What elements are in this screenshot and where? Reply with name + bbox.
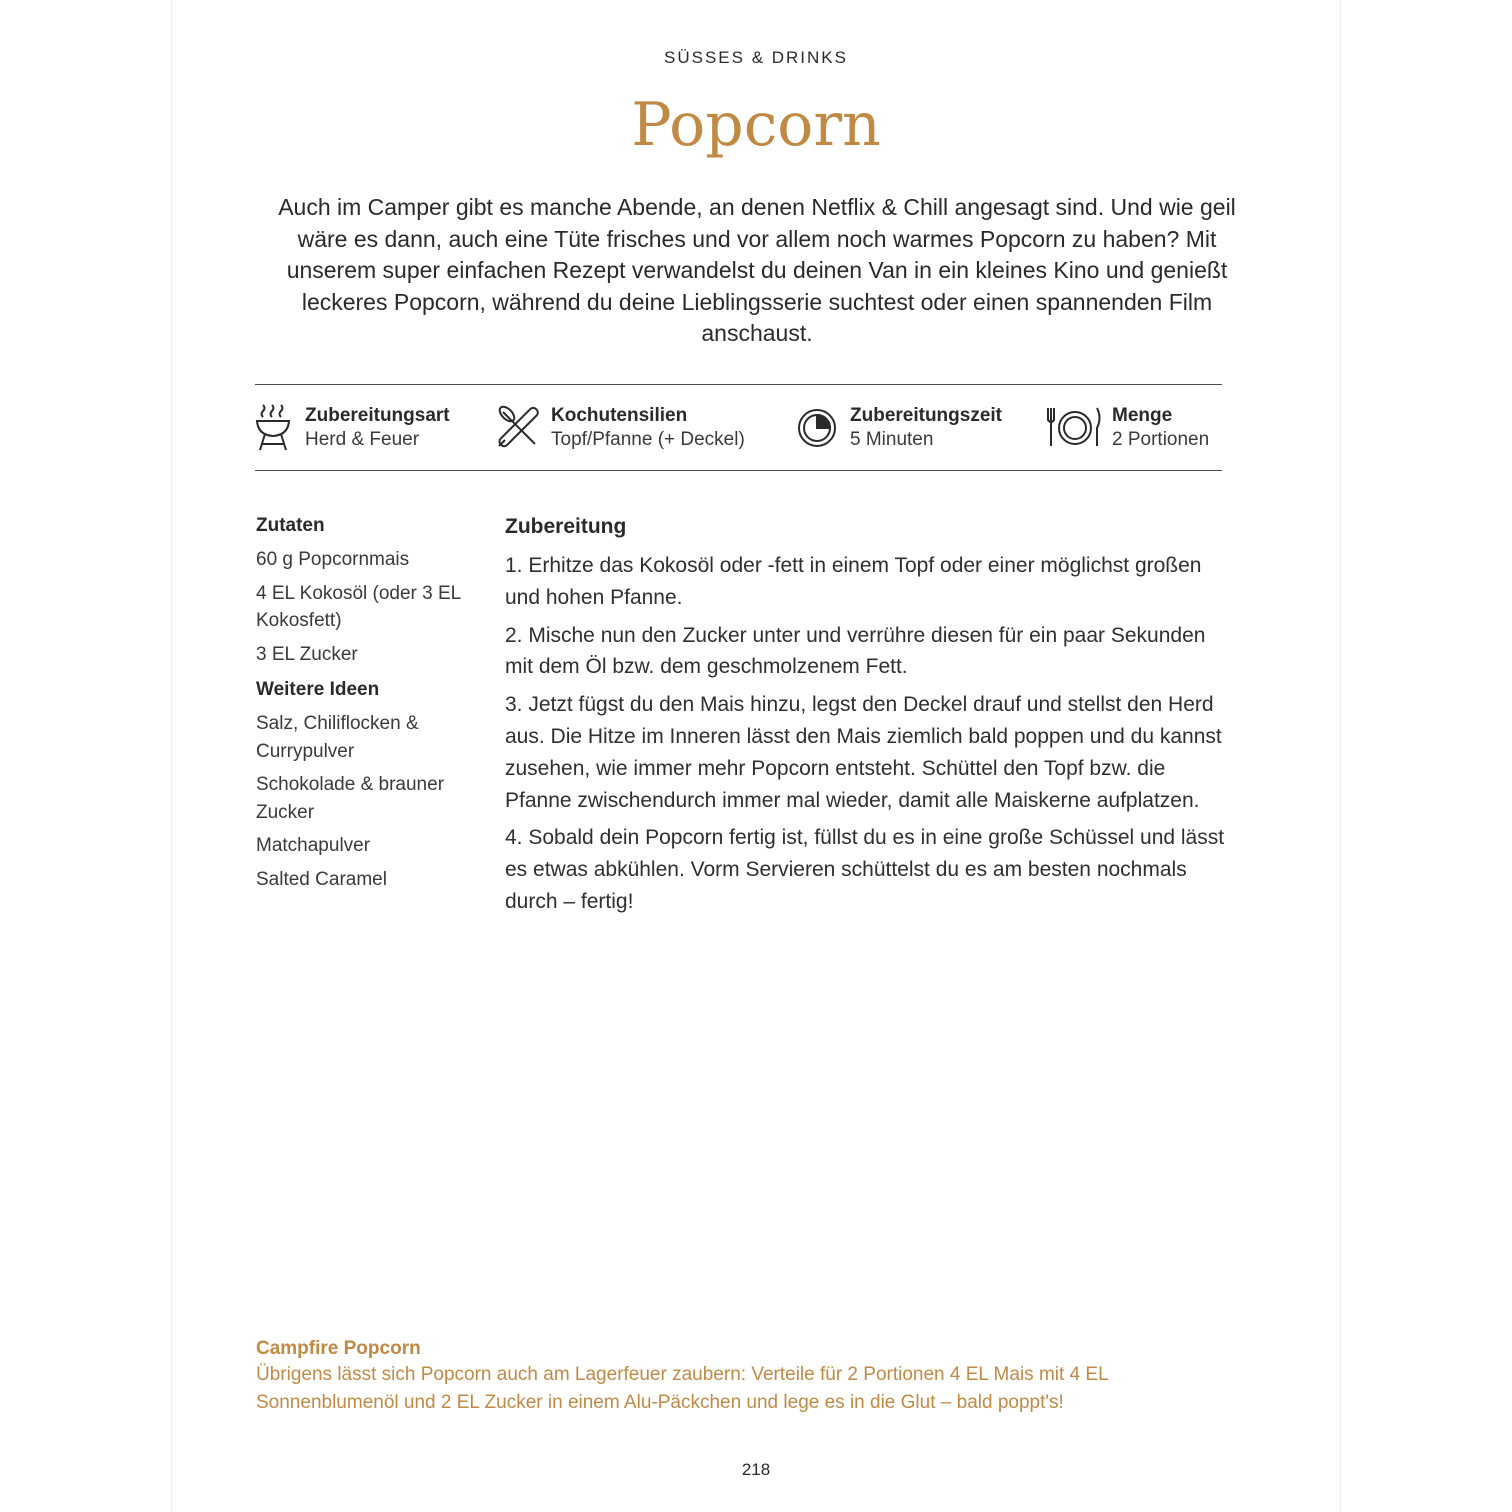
idea-item: Schokolade & brauner Zucker (256, 774, 445, 823)
page-title: Popcorn (631, 90, 881, 160)
idea-item: Salted Caramel (256, 868, 387, 890)
tip-heading: Campfire Popcorn (256, 1338, 421, 1359)
grill-icon (255, 402, 291, 457)
intro-paragraph: Auch im Camper gibt es manche Abende, an denen Netflix & Chill angesagt sind. Und wie geil wäre es dann, auch eine Tüte frisches und vor allem noch warmes Popcorn zu haben? Mit unserem super einfachen Rezept verwandelst du deinen Van in ein kleines Kino und genießt leckeres Popcorn, während du deine Lieblingsserie suchtest oder einen spannenden Film anschaust. (278, 194, 1236, 346)
preparation-step: 4. Sobald dein Popcorn fertig ist, füllst du es in eine große Schüssel und lässt es etwas abkühlen. Vorm Servieren schüttelst du es am besten nochmals durch – fertig! (505, 826, 1225, 913)
meta-label: Menge (1112, 405, 1173, 426)
ingredient-item: 4 EL Kokosöl (oder 3 EL Kokosfett) (256, 582, 461, 631)
ingredient-item: 60 g Popcornmais (256, 549, 410, 570)
meta-preparation-time (796, 402, 1026, 454)
ingredient-item: 3 EL Zucker (256, 643, 358, 665)
ingredients-column (256, 514, 486, 899)
meta-value: 2 Portionen (1112, 429, 1210, 450)
meta-value: Topf/Pfanne (+ Deckel) (551, 429, 745, 450)
ideas-list (256, 710, 486, 893)
preparation-step: 2. Mische nun den Zucker unter und verrühre diesen für ein paar Sekunden mit dem Öl bzw. dem geschmolzenem Fett. (505, 623, 1206, 679)
plate-cutlery-icon (1047, 402, 1103, 455)
idea-item: Salz, Chiliflocken & Currypulver (256, 713, 419, 762)
preparation-heading: Zubereitung (505, 515, 627, 538)
meta-value: 5 Minuten (850, 429, 934, 450)
meta-preparation-type (255, 402, 475, 454)
preparation-steps (505, 550, 1225, 918)
meta-label: Zubereitungszeit (850, 405, 1003, 426)
ingredients-list (256, 546, 486, 668)
preparation-step: 3. Jetzt fügst du den Mais hinzu, legst den Deckel drauf und stellst den Herd aus. Die Hitze im Inneren lässt den Mais ziemlich bald poppen und du kannst zusehen, wie immer mehr Popcorn entsteht. Schüttel den Topf bzw. die Pfanne zwischendurch immer mal wieder, damit alle Maiskerne aufplatzen. (505, 693, 1222, 812)
preparation-column (505, 514, 1225, 924)
divider-bottom (255, 470, 1222, 471)
idea-item: Matchapulver (256, 835, 371, 856)
meta-value: Herd & Feuer (305, 429, 420, 450)
meta-label: Kochutensilien (551, 405, 688, 426)
preparation-step: 1. Erhitze das Kokosöl oder -fett in einem Topf oder einer möglichst großen und hohen Pfanne. (505, 554, 1202, 609)
section-label: SÜSSES & DRINKS (664, 48, 848, 67)
divider-top (255, 384, 1222, 385)
book-page (171, 0, 1341, 1512)
whisk-rolling-pin-icon (497, 402, 541, 455)
meta-servings (1047, 402, 1227, 454)
tip-body: Übrigens lässt sich Popcorn auch am Lagerfeuer zaubern: Verteile für 2 Portionen 4 EL Mais mit 4 EL Sonnenblumenöl und 2 EL Zucker in einem Alu-Päckchen und lege es in die Glut – bald poppt's! (256, 1364, 1108, 1413)
ideas-heading: Weitere Ideen (256, 679, 380, 700)
page-number: 218 (741, 1460, 771, 1479)
meta-label: Zubereitungsart (305, 405, 450, 426)
tip-box (256, 1337, 1236, 1417)
timer-icon (796, 402, 838, 455)
meta-utensils (497, 402, 777, 454)
ingredients-heading: Zutaten (256, 515, 325, 536)
